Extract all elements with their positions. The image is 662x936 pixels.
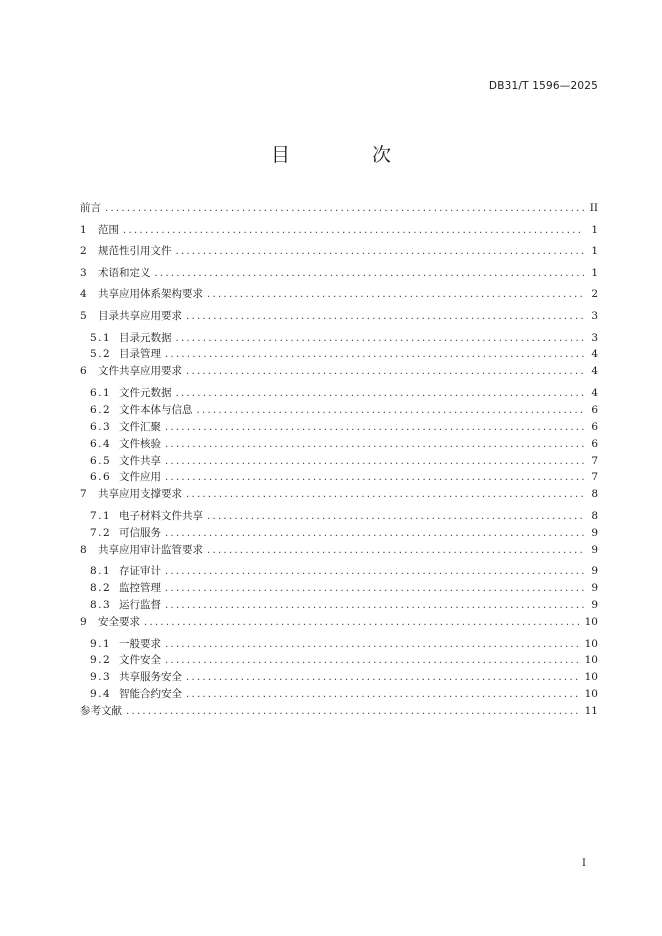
dot-leader [186, 489, 584, 500]
toc-entry-page: 10 [584, 671, 598, 684]
dot-leader [207, 289, 584, 300]
toc-entry-label: 文件核验 [119, 437, 161, 450]
dot-leader [165, 439, 584, 450]
toc-entry-number: 8.1 [90, 565, 112, 578]
toc-subentry[interactable] [80, 453, 598, 470]
toc-entry-label: 电子材料文件共享 [119, 509, 203, 522]
toc-entry-page: 6 [591, 420, 598, 433]
toc-entry-number: 6.5 [90, 454, 112, 467]
table-of-contents [80, 200, 598, 725]
toc-entry-page: 9 [591, 565, 598, 578]
toc-entry-number: 5.1 [90, 331, 112, 344]
toc-entry-number: 6 [80, 365, 87, 378]
toc-entry-number: 5 [80, 309, 87, 322]
toc-subentry[interactable] [80, 669, 598, 686]
toc-entry-number: 6.2 [90, 403, 112, 416]
toc-subentry[interactable] [80, 686, 598, 703]
dot-leader [186, 311, 584, 322]
toc-entry-label: 文件共享应用要求 [98, 365, 182, 378]
dot-leader [165, 528, 584, 539]
toc-subentry[interactable] [80, 385, 598, 402]
toc-entry-page: 4 [591, 386, 598, 399]
dot-leader [207, 511, 584, 522]
dot-leader [165, 655, 581, 666]
dot-leader [165, 456, 584, 467]
toc-entry-number: 9.3 [90, 671, 112, 684]
toc-entry-number: 1 [80, 223, 87, 236]
toc-subentry[interactable] [80, 525, 598, 542]
toc-subentry[interactable] [80, 652, 598, 669]
toc-entry-number: 7.2 [90, 526, 112, 539]
toc-subentry[interactable] [80, 563, 598, 580]
toc-subentry[interactable] [80, 330, 598, 347]
toc-entry-page: 10 [584, 637, 598, 650]
toc-entry-number: 9.2 [90, 654, 112, 667]
dot-leader [197, 405, 585, 416]
toc-entry-label: 术语和定义 [98, 266, 151, 279]
toc-entry-page: 7 [591, 454, 598, 467]
dot-leader [176, 388, 585, 399]
toc-entry-number: 9.4 [90, 688, 112, 701]
toc-entry-number: 9.1 [90, 637, 112, 650]
dot-leader [186, 689, 581, 700]
toc-title: 目 次 [270, 144, 430, 166]
toc-subentry[interactable] [80, 508, 598, 525]
toc-entry-label: 共享应用审计监管要求 [98, 543, 203, 556]
toc-entry-number: 8.2 [90, 582, 112, 595]
toc-subentry[interactable] [80, 636, 598, 653]
toc-entry-page: 2 [591, 288, 598, 301]
toc-entry-label: 运行监督 [119, 599, 161, 612]
toc-entry[interactable] [80, 200, 598, 222]
dot-leader [186, 672, 581, 683]
toc-entry[interactable] [80, 542, 598, 564]
toc-entry-label: 监控管理 [119, 582, 161, 595]
page-number: I [582, 858, 586, 869]
toc-entry-label: 安全要求 [98, 615, 140, 628]
toc-entry[interactable] [80, 286, 598, 308]
toc-entry-label: 一般要求 [119, 637, 161, 650]
toc-entry-page: 3 [591, 309, 598, 322]
toc-entry-page: 1 [591, 266, 598, 279]
toc-entry-page: 6 [591, 437, 598, 450]
toc-entry-number: 3 [80, 266, 87, 279]
toc-entry-label: 共享应用支撑要求 [98, 488, 182, 501]
dot-leader [123, 225, 584, 236]
toc-entry-number: 7 [80, 488, 87, 501]
dot-leader [126, 706, 581, 717]
toc-entry-number: 9 [80, 615, 87, 628]
toc-entry-number: 6.4 [90, 437, 112, 450]
dot-leader [165, 639, 581, 650]
dot-leader [165, 349, 584, 360]
toc-entry-page: II [589, 202, 598, 214]
toc-entry-label: 目录管理 [119, 348, 161, 361]
toc-subentry[interactable] [80, 346, 598, 363]
dot-leader [144, 617, 581, 628]
toc-entry-label: 文件安全 [119, 654, 161, 667]
dot-leader [155, 268, 585, 279]
toc-entry-page: 1 [591, 245, 598, 258]
dot-leader [165, 472, 584, 483]
toc-entry-label: 参考文献 [80, 705, 122, 718]
dot-leader [165, 583, 584, 594]
toc-entry-number: 2 [80, 245, 87, 258]
toc-entry-page: 9 [591, 543, 598, 556]
toc-entry-page: 9 [591, 526, 598, 539]
toc-entry-number: 8.3 [90, 599, 112, 612]
toc-entry-page: 4 [591, 348, 598, 361]
toc-entry-number: 7.1 [90, 509, 112, 522]
toc-entry-label: 文件应用 [119, 471, 161, 484]
toc-entry[interactable] [80, 222, 598, 244]
toc-entry-number: 6.3 [90, 420, 112, 433]
toc-subentry[interactable] [80, 436, 598, 453]
toc-entry-label: 范围 [98, 223, 119, 236]
toc-entry[interactable] [80, 265, 598, 287]
toc-entry-number: 4 [80, 288, 87, 301]
toc-entry-page: 6 [591, 403, 598, 416]
toc-subentry[interactable] [80, 419, 598, 436]
dot-leader [176, 246, 585, 257]
dot-leader [165, 422, 584, 433]
toc-entry[interactable] [80, 308, 598, 330]
toc-entry-number: 6.1 [90, 386, 112, 399]
toc-entry-label: 共享服务安全 [119, 671, 182, 684]
toc-entry-page: 1 [591, 223, 598, 236]
dot-leader [176, 333, 585, 344]
toc-entry-label: 规范性引用文件 [98, 245, 172, 258]
dot-leader [207, 545, 584, 556]
dot-leader [165, 600, 584, 611]
toc-entry-label: 文件汇聚 [119, 420, 161, 433]
toc-entry-page: 10 [584, 654, 598, 667]
dot-leader [186, 366, 584, 377]
toc-entry-label: 存证审计 [119, 565, 161, 578]
toc-entry[interactable] [80, 486, 598, 508]
toc-entry-label: 文件本体与信息 [119, 403, 193, 416]
toc-entry-page: 4 [591, 365, 598, 378]
toc-entry-number: 5.2 [90, 348, 112, 361]
toc-subentry[interactable] [80, 597, 598, 614]
toc-entry-label: 前言 [80, 202, 101, 214]
toc-entry-number: 8 [80, 543, 87, 556]
toc-entry-page: 11 [584, 705, 598, 718]
toc-entry-page: 10 [584, 615, 598, 628]
toc-entry-label: 智能合约安全 [119, 688, 182, 701]
toc-entry-page: 7 [591, 471, 598, 484]
toc-entry-page: 3 [591, 331, 598, 344]
toc-entry-label: 文件元数据 [119, 386, 172, 399]
toc-entry-page: 9 [591, 599, 598, 612]
toc-subentry[interactable] [80, 469, 598, 486]
toc-entry-label: 可信服务 [119, 526, 161, 539]
toc-entry-label: 文件共享 [119, 454, 161, 467]
dot-leader [165, 566, 584, 577]
toc-entry-label: 目录元数据 [119, 331, 172, 344]
toc-entry-page: 8 [591, 488, 598, 501]
toc-subentry[interactable] [80, 580, 598, 597]
toc-entry-page: 8 [591, 509, 598, 522]
toc-entry-page: 10 [584, 688, 598, 701]
toc-subentry[interactable] [80, 402, 598, 419]
toc-entry[interactable] [80, 703, 598, 725]
document-code: DB31/T 1596—2025 [488, 80, 598, 92]
toc-entry-number: 6.6 [90, 471, 112, 484]
toc-entry-label: 目录共享应用要求 [98, 309, 182, 322]
toc-entry[interactable] [80, 243, 598, 265]
toc-entry[interactable] [80, 614, 598, 636]
toc-entry-label: 共享应用体系架构要求 [98, 288, 203, 301]
dot-leader [105, 203, 584, 214]
toc-entry[interactable] [80, 363, 598, 385]
toc-entry-page: 9 [591, 582, 598, 595]
